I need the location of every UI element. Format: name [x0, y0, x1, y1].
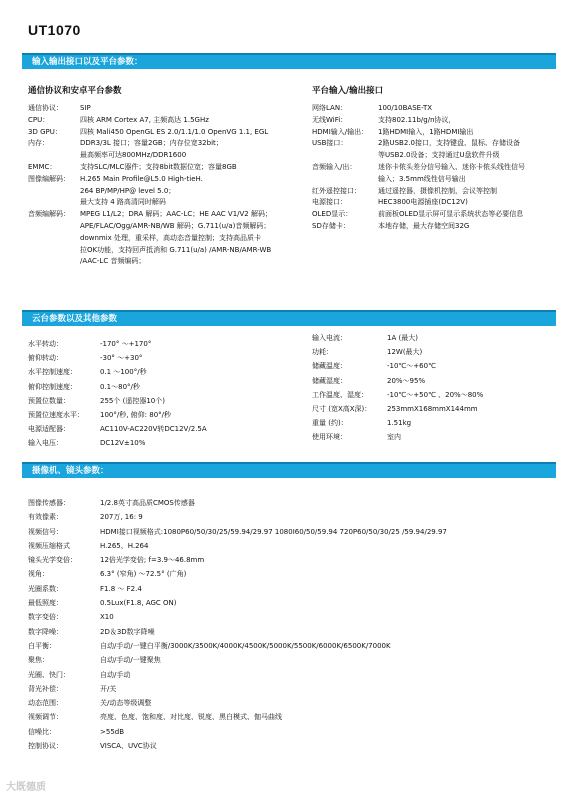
- spec-value-line: 输入；3.5mm线性信号输出: [378, 174, 466, 183]
- spec-row: [28, 553, 558, 567]
- spec-label: 使用环境：: [312, 433, 347, 442]
- spec-label: 聚焦：: [28, 656, 49, 665]
- spec-value-line: 四核 Mali450 OpenGL ES 2.0/1.1/1.0 OpenVG 1.1, EGL: [80, 127, 269, 136]
- spec-value: [100, 365, 308, 379]
- spec-row: [28, 394, 308, 408]
- spec-value: [100, 408, 308, 422]
- spec-row: [312, 345, 562, 359]
- spec-value: [100, 380, 308, 394]
- spec-row: [28, 610, 558, 624]
- spec-value-line: -10℃～+50℃ 、20%～80%: [387, 390, 484, 399]
- spec-row: [28, 725, 558, 739]
- spec-label: OLED显示：: [312, 210, 353, 219]
- spec-value: [387, 430, 562, 444]
- spec-row: [28, 739, 558, 753]
- spec-row: [312, 186, 562, 198]
- spec-label: 输入电流：: [312, 334, 347, 342]
- spec-row: [28, 682, 558, 696]
- spec-value-line: >55dB: [100, 727, 125, 736]
- spec-value-line: 通过遥控器，摄像机控制，会议等控制: [378, 186, 497, 195]
- spec-row: [28, 162, 318, 174]
- spec-label: 工作温度、湿度：: [312, 390, 368, 399]
- spec-value-line: 自动/手动/一键白平衡/3000K/3500K/4000K/4500K/5000K/5500K/6000K/6500K/7000K: [100, 641, 391, 650]
- spec-label: 俯仰控制速度：: [28, 382, 77, 391]
- spec-value: [100, 610, 558, 624]
- spec-label: EMMC：: [28, 162, 57, 171]
- section-title-io: 输入输出接口以及平台参数：: [32, 57, 143, 67]
- section-title-ptz: 云台参数以及其他参数: [32, 314, 118, 324]
- spec-label: 水平转动：: [28, 340, 63, 348]
- spec-value-line: 1.51kg: [387, 419, 412, 428]
- spec-row: [28, 365, 308, 379]
- ptz-left-rows: [28, 337, 308, 451]
- spec-value: [100, 539, 558, 553]
- spec-row: [28, 582, 558, 596]
- spec-label: 视频调节：: [28, 713, 63, 722]
- spec-value-line: 264 BP/MP/HP@ level 5.0；: [80, 186, 176, 195]
- spec-value-line: 室内: [387, 433, 401, 442]
- spec-label: 最低照度：: [28, 599, 63, 608]
- spec-row: [28, 496, 558, 510]
- spec-value: [378, 138, 562, 162]
- ptz-right-rows: [312, 331, 562, 445]
- spec-label: 控制协议：: [28, 742, 63, 751]
- spec-value: [100, 582, 558, 596]
- spec-value: [100, 682, 558, 696]
- spec-value: [378, 209, 562, 221]
- spec-value: [100, 510, 558, 524]
- spec-row: [28, 138, 318, 162]
- spec-row: [312, 103, 562, 115]
- spec-value-line: AC110V-AC220V转DC12V/2.5A: [100, 425, 207, 434]
- spec-value: [100, 625, 558, 639]
- spec-row: [312, 209, 562, 221]
- io-left-heading: 通信协议和安卓平台参数: [28, 86, 122, 96]
- spec-row: [28, 596, 558, 610]
- spec-value: [387, 345, 562, 359]
- spec-value: [80, 138, 318, 162]
- spec-label: 俯仰转动：: [28, 354, 63, 363]
- spec-value: [80, 103, 318, 115]
- spec-row: [28, 710, 558, 724]
- spec-value: [378, 221, 562, 233]
- io-left-rows: [28, 103, 318, 268]
- spec-value-line: 四核 ARM Cortex A7, 主频高达 1.5GHz: [80, 115, 209, 124]
- spec-value-line: 等USB2.0设备；支持通过U盘软件升级: [378, 151, 500, 160]
- spec-row: [28, 115, 318, 127]
- spec-label: 有效像素：: [28, 513, 63, 522]
- spec-value: [378, 197, 562, 209]
- spec-label: 水平控制速度：: [28, 368, 77, 377]
- spec-row: [312, 402, 562, 416]
- spec-value-line: MPEG L1/L2；DRA 解码；AAC-LC；HE AAC V1/V2 解码；: [80, 210, 272, 219]
- spec-value: [80, 127, 318, 139]
- spec-row: [312, 416, 562, 430]
- io-right-column: [312, 84, 562, 233]
- spec-row: [28, 103, 318, 115]
- spec-value-line: 本地存储，最大存储空间32G: [378, 221, 470, 230]
- spec-value-line: DDR3/3L 接口；容量2GB；内存位宽32bit；: [80, 139, 223, 148]
- spec-value: [387, 416, 562, 430]
- spec-label: 输入电压：: [28, 439, 63, 448]
- spec-value-line: 207万, 16: 9: [100, 513, 143, 522]
- spec-label: 重量 (约)：: [312, 419, 348, 428]
- spec-row: [312, 197, 562, 209]
- spec-row: [28, 653, 558, 667]
- spec-value: [387, 359, 562, 373]
- section-band-camera: [22, 462, 556, 478]
- spec-row: [28, 436, 308, 450]
- spec-label: 网络LAN：: [312, 104, 348, 112]
- spec-label: 白平衡：: [28, 641, 56, 650]
- spec-value-line: 100°/秒, 俯仰: 80°/秒: [100, 411, 172, 420]
- spec-label: HDMI输入/输出：: [312, 127, 369, 136]
- spec-row: [28, 380, 308, 394]
- spec-row: [312, 331, 562, 345]
- product-title: UT1070: [28, 22, 81, 38]
- spec-value-line: F1.8 ～ F2.4: [100, 584, 142, 593]
- spec-value: [378, 186, 562, 198]
- spec-label: 视频压缩格式: [28, 541, 70, 550]
- spec-value-line: 迷你卡侬头差分信号输入、迷你卡侬头线性信号: [378, 162, 525, 171]
- spec-value: [100, 496, 558, 510]
- spec-row: [28, 174, 318, 209]
- spec-row: [312, 374, 562, 388]
- spec-row: [28, 625, 558, 639]
- spec-value: [100, 337, 308, 351]
- section-band-ptz: [22, 310, 556, 326]
- spec-value: [100, 653, 558, 667]
- watermark-text: 大既德质: [6, 782, 46, 793]
- spec-label: 数字降噪：: [28, 627, 63, 636]
- spec-value-line: 最高频率可达800MHz/DDR1600: [80, 151, 187, 160]
- spec-value-line: 支持802.11b/g/n协议，: [378, 115, 456, 124]
- spec-value-line: 亮度、色度、饱和度、对比度、锐度、黑白模式、伽马曲线: [100, 713, 282, 722]
- spec-row: [28, 639, 558, 653]
- spec-value-line: 12W(最大): [387, 348, 423, 357]
- spec-value: [378, 103, 562, 115]
- spec-label: 内存：: [28, 139, 49, 148]
- spec-value: [100, 596, 558, 610]
- spec-row: [28, 539, 558, 553]
- spec-label: 光圈、快门：: [28, 670, 70, 679]
- spec-value: [100, 422, 308, 436]
- spec-value: [100, 696, 558, 710]
- spec-value-line: 2D＆3D数字降噪: [100, 627, 155, 636]
- spec-value-line: 12倍光学变倍; f=3.9～46.8mm: [100, 556, 205, 565]
- spec-label: 电源适配器：: [28, 425, 70, 434]
- spec-value-line: APE/FLAC/Ogg/AMR-NB/WB 解码；G.711(u/a)音频解码；: [80, 221, 271, 230]
- spec-label: 背光补偿：: [28, 684, 63, 693]
- spec-value-line: 1/2.8英寸高品质CMOS传感器: [100, 499, 195, 507]
- section-band-io: [22, 53, 556, 69]
- spec-value: [378, 162, 562, 186]
- spec-label: 尺寸 (宽X高X深)：: [312, 405, 372, 414]
- spec-value-line: 1路HDMI输入，1路HDMI输出: [378, 127, 474, 136]
- spec-label: 预置位数量：: [28, 396, 70, 405]
- spec-label: 动态范围：: [28, 699, 63, 708]
- spec-label: 图像编解码：: [28, 174, 70, 183]
- spec-value-line: -30° ～+30°: [100, 354, 143, 363]
- spec-value: [378, 115, 562, 127]
- spec-label: 视角：: [28, 570, 49, 579]
- spec-label: 3D GPU：: [28, 127, 62, 136]
- spec-row: [312, 221, 562, 233]
- spec-value-line: 2路USB2.0接口，支持键盘、鼠标、存储设备: [378, 139, 520, 148]
- spec-row: [28, 525, 558, 539]
- spec-label: 通信协议：: [28, 104, 63, 112]
- spec-row: [28, 696, 558, 710]
- spec-value-line: 自动/手动: [100, 670, 131, 679]
- spec-value: [387, 402, 562, 416]
- spec-label: 视频信号：: [28, 527, 63, 536]
- spec-value-line: 自动/手动/一键聚焦: [100, 656, 161, 665]
- spec-row: [28, 422, 308, 436]
- spec-value-line: 最大支持 4 路高清同时解码: [80, 198, 166, 207]
- spec-value: [100, 668, 558, 682]
- spec-row: [28, 567, 558, 581]
- spec-value-line: 拉OK功能，支持回声抵消和 G.711(u/a) /AMR-NB/AMR-WB: [80, 245, 272, 254]
- spec-value-line: 关/动态等级调整: [100, 699, 152, 708]
- spec-value: [100, 739, 558, 753]
- spec-value: [100, 525, 558, 539]
- spec-value-line: /AAC-LC 音频编码；: [80, 257, 146, 266]
- spec-row: [312, 430, 562, 444]
- spec-label: 镜头光学变倍：: [28, 556, 77, 565]
- spec-label: 储藏湿度：: [312, 376, 347, 385]
- spec-value: [100, 351, 308, 365]
- camera-column: [28, 496, 558, 753]
- spec-row: [312, 127, 562, 139]
- spec-value-line: 255个 (遥控器10个): [100, 396, 165, 405]
- spec-value: [100, 436, 308, 450]
- spec-row: [312, 388, 562, 402]
- spec-value: [378, 127, 562, 139]
- spec-value-line: -10℃～+60℃: [387, 362, 436, 371]
- spec-label: 功耗：: [312, 348, 333, 357]
- spec-value-line: downmix 处理，重采样，高动态音量控制；支持高品质卡: [80, 233, 262, 242]
- spec-label: 预置位速度水平：: [28, 411, 84, 420]
- spec-value-line: 支持SLC/MLC器件；支持8bit数据位宽；容量8GB: [80, 162, 237, 171]
- spec-value-line: 20%～95%: [387, 376, 426, 385]
- spec-value-line: -170° ～+170°: [100, 340, 152, 348]
- spec-value-line: 0.1 ～100°/秒: [100, 368, 147, 377]
- spec-row: [28, 127, 318, 139]
- spec-value: [80, 162, 318, 174]
- spec-label: 音频输入/出：: [312, 162, 357, 171]
- spec-row: [28, 351, 308, 365]
- spec-label: 音频编解码：: [28, 210, 70, 219]
- spec-label: 数字变倍：: [28, 613, 63, 622]
- spec-value-line: HEC3800电源插座(DC12V): [378, 198, 468, 207]
- spec-label: USB接口：: [312, 139, 348, 148]
- spec-row: [28, 510, 558, 524]
- spec-row: [312, 115, 562, 127]
- spec-row: [312, 162, 562, 186]
- io-right-rows: [312, 103, 562, 233]
- spec-value-line: 开/关: [100, 684, 117, 693]
- spec-value-line: 100/10BASE-TX: [378, 104, 433, 112]
- spec-value-line: 前面板OLED显示屏可显示系统状态等必要信息: [378, 210, 524, 219]
- spec-label: 电源接口：: [312, 198, 347, 207]
- spec-label: 无线WiFi：: [312, 115, 348, 124]
- spec-label: SD存储卡：: [312, 221, 350, 230]
- spec-label: 信噪比：: [28, 727, 56, 736]
- spec-value: [100, 639, 558, 653]
- io-right-heading: 平台输入/输出接口: [312, 86, 384, 96]
- spec-value-line: DC12V±10%: [100, 439, 146, 448]
- section-title-camera: 摄像机、镜头参数：: [32, 466, 109, 476]
- spec-row: [28, 209, 318, 268]
- spec-value: [80, 174, 318, 209]
- spec-value-line: H.265 Main Profile@L5.0 High-tieH.: [80, 174, 203, 183]
- spec-value: [100, 553, 558, 567]
- spec-value: [100, 567, 558, 581]
- spec-value-line: 0.1～80°/秒: [100, 382, 140, 391]
- spec-value: [387, 374, 562, 388]
- spec-row: [28, 668, 558, 682]
- spec-value-line: X10: [100, 613, 114, 622]
- io-left-column: [28, 84, 318, 268]
- spec-value: [387, 331, 562, 345]
- spec-value-line: HDMI接口视频格式:1080P60/50/30/25/59.94/29.97 1080I60/50/59.94 720P60/50/30/25 /59.94/29.97: [100, 527, 447, 536]
- spec-row: [28, 337, 308, 351]
- spec-value-line: 253mmX168mmX144mm: [387, 405, 478, 414]
- spec-value-line: 0.5Lux(F1.8, AGC ON): [100, 599, 177, 608]
- ptz-left-column: [28, 337, 308, 451]
- spec-row: [312, 138, 562, 162]
- spec-value-line: 6.3° (窄角) ～72.5° (广角): [100, 570, 187, 579]
- spec-value: [100, 710, 558, 724]
- spec-value: [100, 394, 308, 408]
- spec-label: CPU：: [28, 115, 50, 124]
- spec-value-line: VISCA、UVC协议: [100, 742, 157, 751]
- spec-label: 储藏温度：: [312, 362, 347, 371]
- spec-value-line: H.265、H.264: [100, 541, 149, 550]
- spec-value: [100, 725, 558, 739]
- spec-value-line: 1A (最大): [387, 334, 418, 342]
- spec-value: [387, 388, 562, 402]
- spec-row: [28, 408, 308, 422]
- ptz-right-column: [312, 331, 562, 445]
- spec-label: 红外遥控接口：: [312, 186, 361, 195]
- spec-value: [80, 115, 318, 127]
- spec-row: [312, 359, 562, 373]
- spec-value: [80, 209, 318, 268]
- spec-value-line: SIP: [80, 104, 91, 112]
- camera-rows: [28, 496, 558, 753]
- spec-label: 图像传感器：: [28, 499, 70, 507]
- spec-label: 光圈系数：: [28, 584, 63, 593]
